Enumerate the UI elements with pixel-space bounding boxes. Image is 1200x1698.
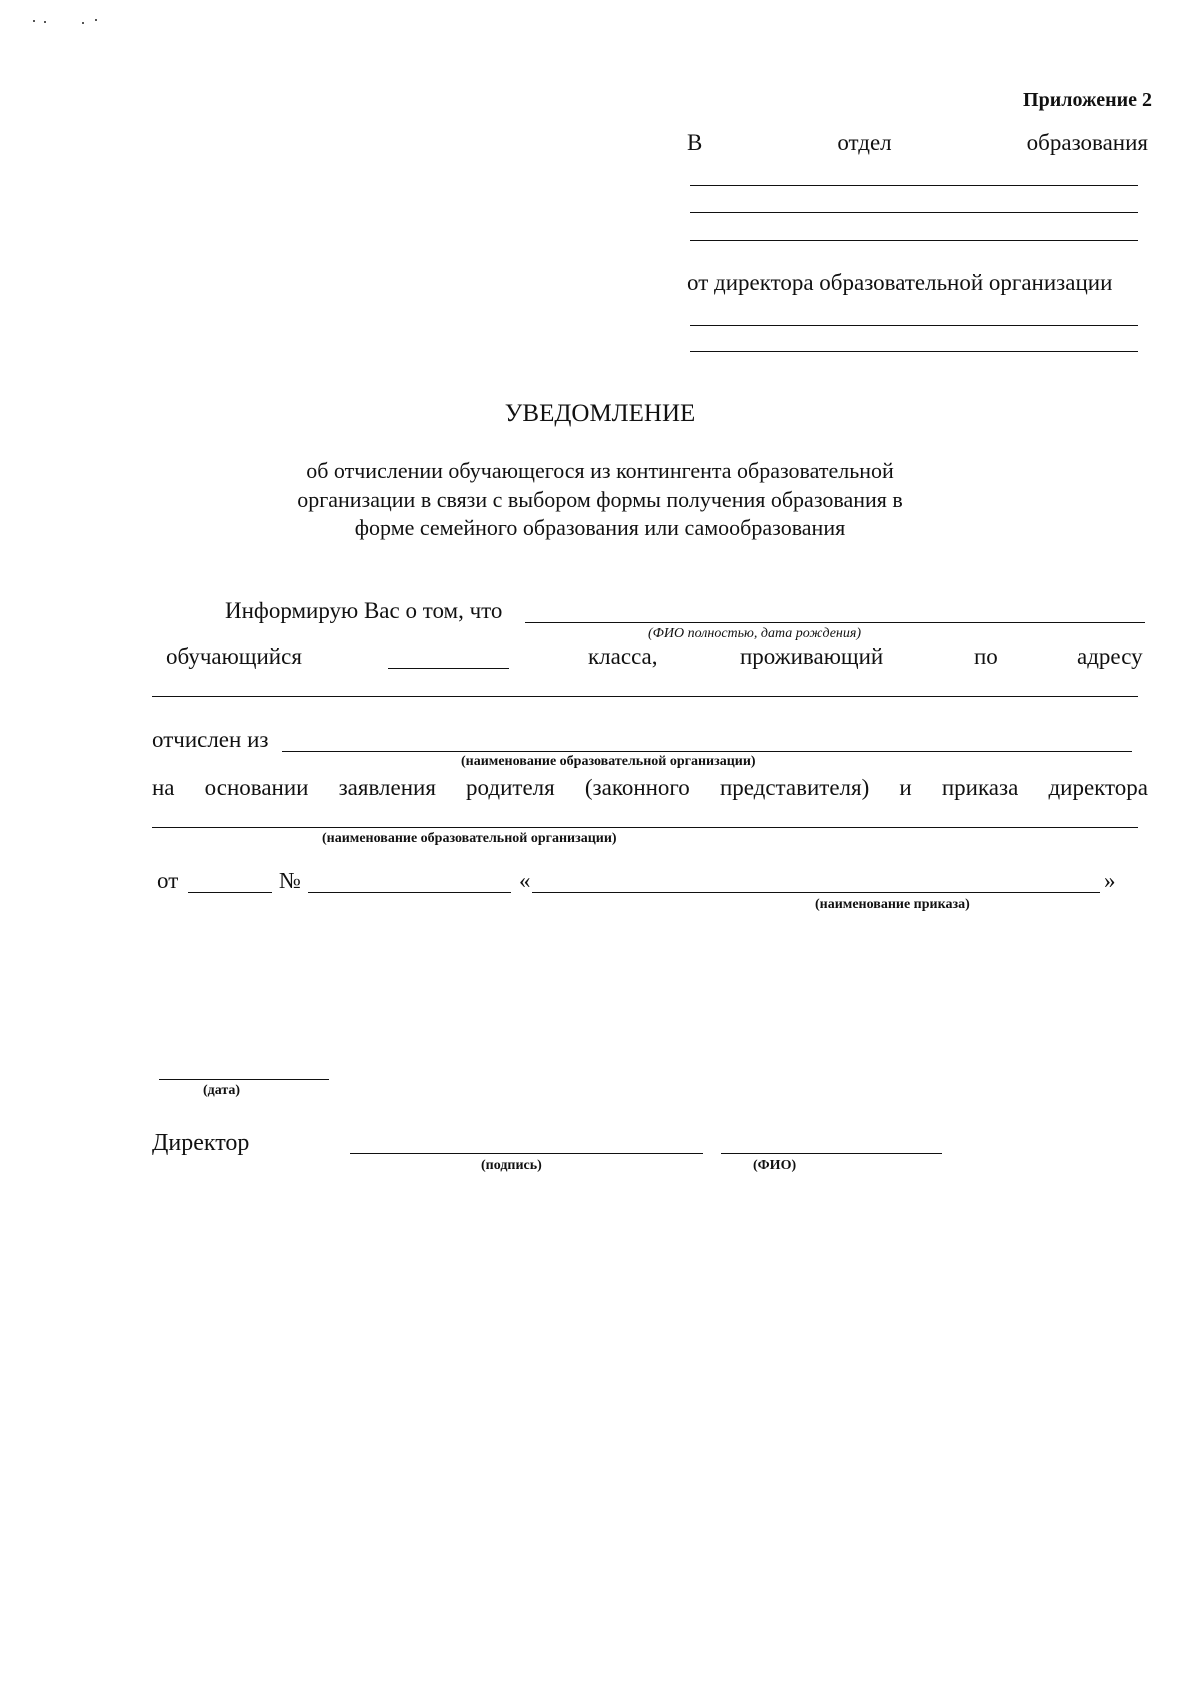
- director-fio-line[interactable]: [721, 1153, 942, 1154]
- document-subtitle-line: организации в связи с выбором формы получения образования в: [297, 487, 903, 512]
- addressee-to-word: отдел: [837, 130, 892, 155]
- date-line[interactable]: [159, 1079, 329, 1080]
- basis-row: [152, 775, 1148, 801]
- basis-word: основании: [204, 775, 309, 800]
- inform-label: Информирую Вас о том, что: [225, 598, 503, 623]
- basis-word: приказа: [941, 775, 1019, 800]
- addressee-line[interactable]: [690, 212, 1138, 213]
- quote-open: «: [519, 868, 531, 893]
- order-number-label: №: [279, 868, 301, 893]
- addressee-line[interactable]: [690, 240, 1138, 241]
- director-fio-caption: (ФИО): [753, 1158, 797, 1173]
- fio-caption: (ФИО полностью, дата рождения): [648, 626, 862, 641]
- signature-line[interactable]: [350, 1153, 703, 1154]
- date-caption: (дата): [203, 1083, 241, 1098]
- basis-word: представителя): [719, 775, 870, 800]
- document-subtitle-line: об отчислении обучающегося из контингента образовательной: [306, 458, 894, 483]
- basis-word: и: [899, 775, 912, 800]
- order-from-label: от: [157, 868, 179, 893]
- order-date-line[interactable]: [188, 892, 272, 893]
- addressee-to-word: образования: [1026, 130, 1148, 155]
- basis-word: родителя: [466, 775, 555, 800]
- scan-mark: [44, 21, 46, 23]
- scan-mark: [95, 19, 97, 21]
- scan-mark: [82, 22, 84, 24]
- order-caption: (наименование приказа): [815, 897, 970, 912]
- basis-word: на: [152, 775, 175, 800]
- sender-line[interactable]: [690, 325, 1138, 326]
- order-number-line[interactable]: [308, 892, 511, 893]
- basis-word: заявления: [338, 775, 436, 800]
- by-label: по: [974, 644, 998, 669]
- order-organization-line[interactable]: [152, 827, 1138, 828]
- document-subtitle-line: форме семейного образования или самообразования: [354, 515, 846, 540]
- order-organization-caption: (наименование образовательной организации): [322, 831, 617, 846]
- address-label: адресу: [1077, 644, 1143, 669]
- organization-caption: (наименование образовательной организации): [461, 754, 756, 769]
- director-label: Директор: [152, 1130, 250, 1156]
- class-label: класса,: [588, 644, 658, 669]
- organization-line[interactable]: [282, 751, 1132, 752]
- order-name-line[interactable]: [532, 892, 1100, 893]
- student-fio-line[interactable]: [525, 622, 1145, 623]
- addressee-to-row: [687, 130, 1148, 156]
- living-label: проживающий: [740, 644, 884, 669]
- addressee-to-word: В: [687, 130, 703, 155]
- signature-caption: (подпись): [481, 1158, 542, 1173]
- student-label: обучающийся: [166, 644, 302, 669]
- document-title: УВЕДОМЛЕНИЕ: [504, 400, 696, 427]
- appendix-label: Приложение 2: [1023, 89, 1152, 111]
- address-line[interactable]: [152, 696, 1138, 697]
- sender-line[interactable]: [690, 351, 1138, 352]
- addressee-line[interactable]: [690, 185, 1138, 186]
- expelled-label: отчислен из: [152, 727, 269, 752]
- quote-close: »: [1104, 868, 1116, 893]
- scan-mark: [33, 20, 35, 22]
- addressee-from-label: от директора образовательной организации: [687, 270, 1113, 295]
- basis-word: (законного: [584, 775, 690, 800]
- basis-word: директора: [1048, 775, 1148, 800]
- class-line[interactable]: [388, 668, 509, 669]
